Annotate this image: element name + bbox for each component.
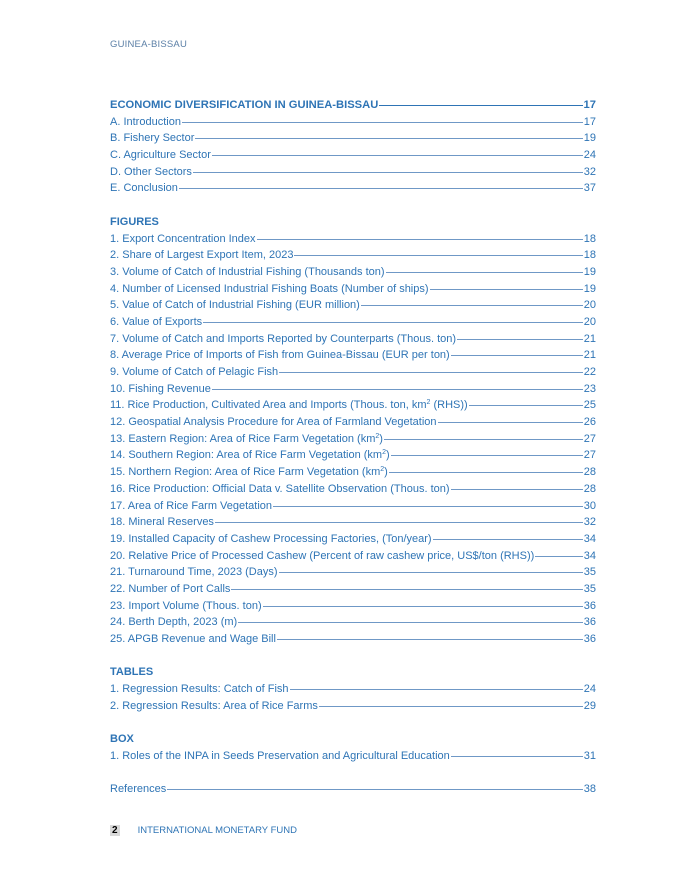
toc-entry-title: 25. APGB Revenue and Wage Bill [110,633,276,645]
dot-leader [294,255,582,256]
toc-entry-title: 11. Rice Production, Cultivated Area and Imports (Thous. ton, $km^2$ (RHS)) [110,399,468,412]
toc-entry-page: 36 [583,616,596,629]
toc-entry-title: 13. Eastern Region: Area of Rice Farm Vegetation $(km^2)$ [110,432,383,445]
toc-entry-page: 19 [583,265,596,278]
toc-figure-entry[interactable] [110,414,596,431]
toc-entry-title: 15. Northern Region: Area of Rice Farm Vegetation $(km^2)$ [110,466,388,479]
toc-entry-title: C. Agriculture Sector [110,149,211,162]
toc-entry-page: 28 [583,466,596,479]
dot-leader [167,789,582,790]
toc-figure-entry[interactable] [110,397,596,414]
toc-figure-entry[interactable] [110,564,596,581]
toc-entry-page: 29 [583,699,596,712]
figures-list [110,231,596,648]
dot-leader [391,455,583,456]
toc-entry-title: ECONOMIC DIVERSIFICATION IN GUINEA-BISSAU [110,99,379,111]
dot-leader [451,489,583,490]
toc-table-entry[interactable] [110,681,596,698]
toc-entry-title: 19. Installed Capacity of Cashew Processing Factories, (Ton/year) [110,532,432,545]
toc-section-entry[interactable] [110,180,596,197]
dot-leader [433,539,583,540]
dot-leader [203,322,583,323]
toc-entry-page: 21 [583,349,596,362]
dot-leader [182,122,583,123]
toc-entry-page: 31 [583,749,596,762]
toc-entry-page: 24 [583,149,596,162]
toc-entry-page: 30 [583,499,596,512]
toc-entry-page: 32 [583,165,596,178]
toc-entry-page: 27 [583,449,596,462]
dot-leader [379,105,582,106]
dot-leader [438,422,583,423]
toc-entry-page: 25 [583,399,596,412]
toc-entry-title: 5. Value of Catch of Industrial Fishing (EUR million) [110,299,360,312]
page-footer [110,825,297,836]
toc-entry-title: 2. Share of Largest Export Item, 2023 [110,249,294,262]
toc-entry-page: 36 [583,633,596,645]
toc-references-entry[interactable] [110,781,596,798]
toc-figure-entry[interactable] [110,514,596,531]
toc-entry-title: 17. Area of Rice Farm Vegetation [110,499,273,512]
dot-leader [238,622,583,623]
toc-entry-page: 22 [583,366,596,378]
toc-entry-title: 18. Mineral Reserves [110,516,214,529]
toc-figure-entry[interactable] [110,381,596,398]
toc-entry-page: 18 [583,249,596,262]
toc-entry-title: 7. Volume of Catch and Imports Reported by Counterparts (Thous. ton) [110,332,457,345]
toc-section-entry[interactable] [110,164,596,181]
dot-leader [279,372,583,373]
footer-org: INTERNATIONAL MONETARY FUND [137,825,297,836]
table-of-contents [110,97,596,798]
toc-entry-title: B. Fishery Sector [110,132,195,145]
toc-figure-entry[interactable] [110,297,596,314]
toc-entry-title: D. Other Sectors [110,165,192,178]
toc-figure-entry[interactable] [110,631,596,648]
dot-leader [277,639,583,640]
toc-entry-title: 10. Fishing Revenue [110,382,211,395]
dot-leader [319,706,583,707]
toc-figure-entry[interactable] [110,598,596,615]
toc-figure-entry[interactable] [110,314,596,331]
figures-heading: FIGURES [110,215,159,228]
toc-entry-title: 16. Rice Production: Official Data v. Satellite Observation (Thous. ton) [110,482,450,495]
toc-figure-entry[interactable] [110,264,596,281]
toc-entry-title: 1. Regression Results: Catch of Fish [110,683,289,696]
box-heading: BOX [110,733,134,746]
toc-entry-page: 34 [583,549,596,562]
toc-entry-title: 2. Regression Results: Area of Rice Farms [110,699,318,712]
sections-list [110,114,596,197]
toc-figure-entry[interactable] [110,364,596,381]
toc-figure-entry[interactable] [110,431,596,448]
dot-leader [193,172,583,173]
toc-entry-page: 17 [583,115,596,128]
dot-leader [273,506,583,507]
box-list [110,748,596,765]
toc-entry-page: 35 [583,582,596,595]
toc-entry-page: 19 [583,282,596,295]
toc-figure-entry[interactable] [110,498,596,515]
dot-leader [457,339,583,340]
toc-entry-title: 24. Berth Depth, 2023 (m) [110,616,238,629]
dot-leader [179,188,583,189]
toc-entry-title: 6. Value of Exports [110,315,203,328]
toc-entry-page: 27 [583,432,596,445]
dot-leader [430,289,583,290]
toc-figure-entry[interactable] [110,247,596,264]
toc-figure-entry[interactable] [110,581,596,598]
toc-entry-title: 3. Volume of Catch of Industrial Fishing (Thousands ton) [110,265,385,278]
dot-leader [451,756,583,757]
dot-leader [361,305,583,306]
toc-figure-entry[interactable] [110,347,596,364]
dot-leader [384,439,583,440]
dot-leader [215,522,583,523]
toc-entry-page: 24 [583,683,596,696]
toc-entry-page: 19 [583,132,596,145]
toc-entry-title: 14. Southern Region: Area of Rice Farm Vegetation $(km^2)$ [110,449,390,462]
toc-figure-entry[interactable] [110,548,596,565]
dot-leader [195,138,582,139]
toc-entry-page: 18 [583,232,596,245]
toc-entry-title: 22. Number of Port Calls [110,582,231,595]
toc-figure-entry[interactable] [110,481,596,498]
toc-entry-title: 21. Turnaround Time, 2023 (Days) [110,566,278,579]
toc-entry-page: 23 [583,382,596,395]
dot-leader [389,472,583,473]
toc-entry-page: 37 [583,182,596,195]
dot-leader [231,589,582,590]
dot-leader [386,272,583,273]
toc-figure-entry[interactable] [110,531,596,548]
toc-section-entry[interactable] [110,147,596,164]
toc-entry-title: 12. Geospatial Analysis Procedure for Area of Farmland Vegetation [110,416,437,429]
toc-entry-page: 20 [583,315,596,328]
toc-entry-title: 23. Import Volume (Thous. ton) [110,599,262,612]
toc-entry-title: A. Introduction [110,115,181,128]
toc-entry-page: 28 [583,482,596,495]
toc-main-entry[interactable] [110,97,596,114]
tables-list [110,681,596,714]
toc-entry-title: 4. Number of Licensed Industrial Fishing Boats (Number of ships) [110,282,429,295]
toc-entry-title: 8. Average Price of Imports of Fish from Guinea-Bissau (EUR per ton) [110,349,450,362]
dot-leader [451,355,583,356]
toc-figure-entry[interactable] [110,231,596,248]
toc-entry-title: 20. Relative Price of Processed Cashew (Percent of raw cashew price, US$/ton (RHS)) [110,549,535,562]
dot-leader [212,155,583,156]
dot-leader [263,606,583,607]
running-header: GUINEA-BISSAU [110,39,188,50]
toc-entry-page: 34 [583,532,596,545]
dot-leader [535,556,582,557]
toc-entry-page: 21 [583,332,596,345]
toc-entry-title: References [110,783,167,796]
dot-leader [257,239,583,240]
toc-section-entry[interactable] [110,130,596,147]
toc-entry-page: 17 [583,99,596,111]
toc-entry-page: 36 [583,599,596,612]
toc-figure-entry[interactable] [110,614,596,631]
toc-entry-title: E. Conclusion [110,182,178,195]
toc-entry-title: 1. Roles of the INPA in Seeds Preservation and Agricultural Education [110,749,450,762]
dot-leader [469,405,583,406]
toc-entry-page: 20 [583,299,596,312]
toc-entry-page: 26 [583,416,596,429]
toc-section-entry[interactable] [110,114,596,131]
toc-entry-page: 38 [583,783,596,796]
toc-entry-page: 32 [583,516,596,529]
toc-box-entry[interactable] [110,748,596,765]
tables-heading: TABLES [110,666,154,679]
toc-figure-entry[interactable] [110,447,596,464]
toc-figure-entry[interactable] [110,464,596,481]
toc-figure-entry[interactable] [110,281,596,298]
toc-entry-title: 9. Volume of Catch of Pelagic Fish [110,366,279,378]
page-number: 2 [112,825,118,836]
dot-leader [290,689,583,690]
toc-entry-page: 35 [583,566,596,579]
toc-table-entry[interactable] [110,698,596,715]
dot-leader [212,389,583,390]
toc-entry-title: 1. Export Concentration Index [110,232,256,245]
toc-figure-entry[interactable] [110,331,596,348]
dot-leader [279,572,583,573]
